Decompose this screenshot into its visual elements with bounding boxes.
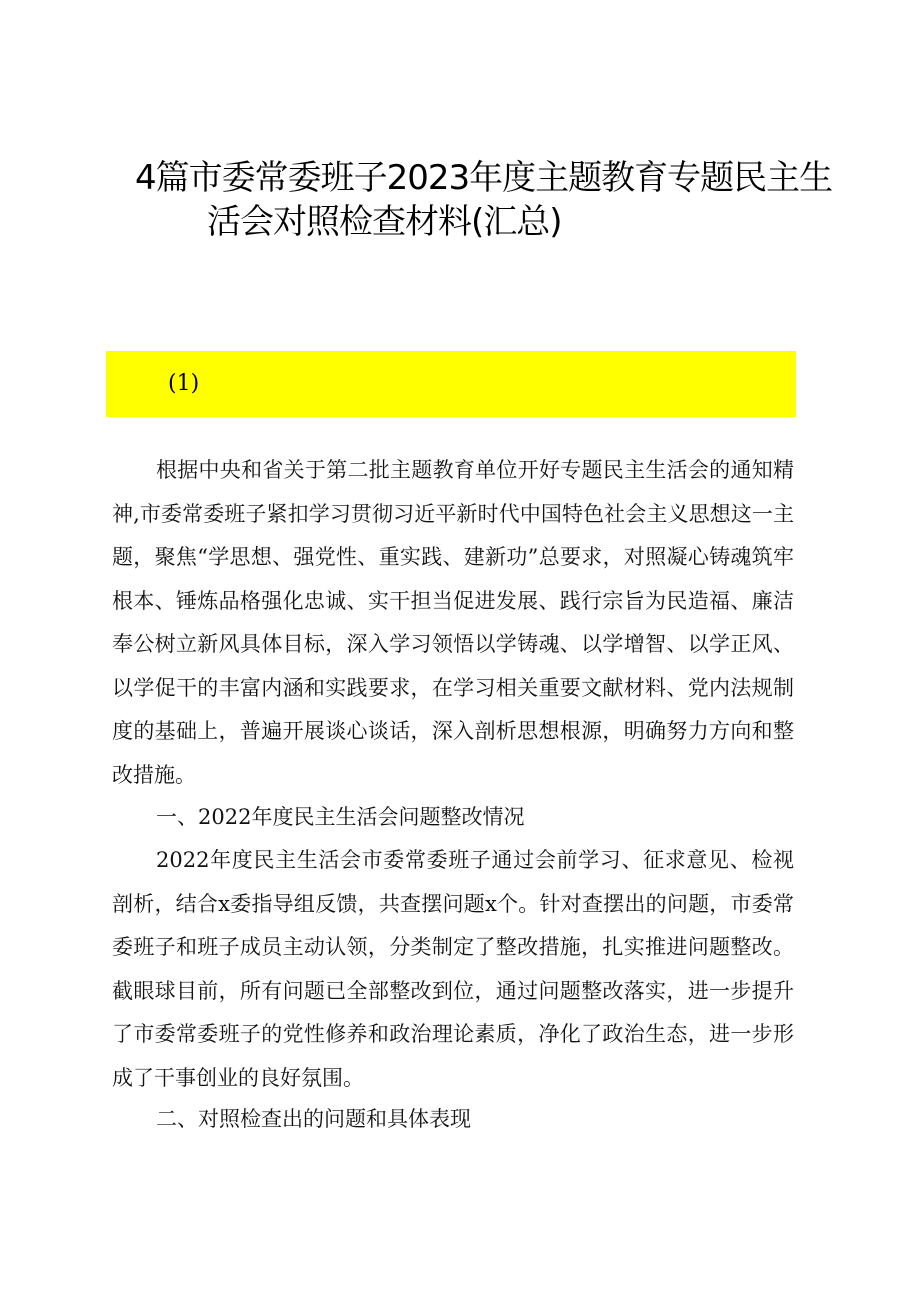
paragraph-intro: 根据中央和省关于第二批主题教育单位开好专题民主生活会的通知精神,市委常委班子紧扣学习贯彻习近平新时代中国特色社会主义思想这一主题，聚焦“学思想、强党性、重实践、建新功”总要求，对照凝心铸魂筑牢根本、锤炼品格强化忠诚、实干担当促进发展、践行宗旨为民造福、廉洁奉公树立新风具体目标，深入学习领悟以学铸魂、以学增智、以学正风、以学促干的丰富内涵和实践要求，在学习相关重要文献材料、党内法规制度的基础上，普遍开展谈心谈话，深入剖析思想根源，明确努力方向和整改措施。 [112,458,794,787]
title-line-2: 活会对照检查材料(汇总) [207,202,562,242]
title-line-1: 4篇市委常委班子2023年度主题教育专题民主生 [135,158,833,198]
paragraph-rectification: 2022年度民主生活会市委常委班子通过会前学习、征求意见、检视剖析，结合x委指导组反馈，共查摆问题x个。针对查摆出的问题，市委常委班子和班子成员主动认领，分类制定了整改措施，扎实推进问题整改。截眼球目前，所有问题已全部整改到位，通过问题整改落实，进一步提升了市委常委班子的党性修养和政治理论素质，净化了政治生态，进一步形成了干事创业的良好氛围。 [112,848,794,1090]
section-number-highlight [106,351,796,417]
document-title [135,156,833,244]
heading-section-two: 二、对照检查出的问题和具体表现 [156,1107,471,1131]
section-number: (1) [168,371,200,396]
heading-section-one: 一、2022年度民主生活会问题整改情况 [156,805,525,829]
